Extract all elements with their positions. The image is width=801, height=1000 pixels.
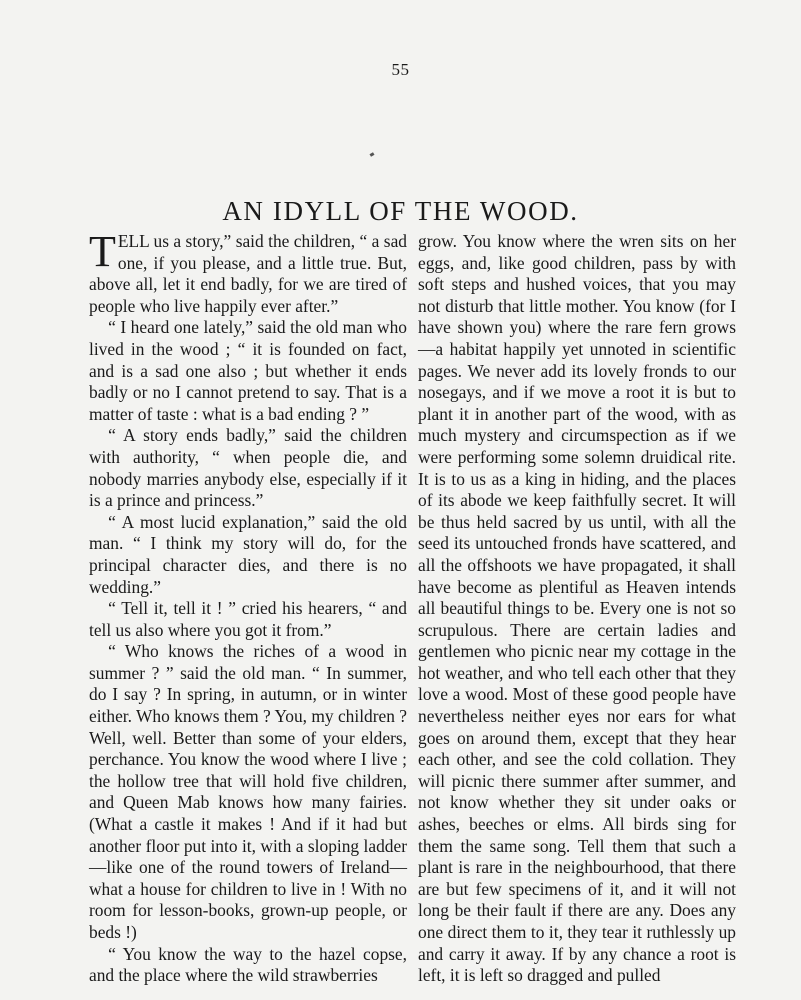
drop-cap: T <box>89 227 116 276</box>
ornament-mark <box>370 152 375 157</box>
paragraph-4: “ A most lucid explanation,” said the old man. “ I think my story will do, for the principal character dies, and there is no wedding.” <box>89 511 407 597</box>
paragraph-text: ELL us a story,” said the children, “ a sad one, if you please, and a little true. But, above all, let it end badly, for we are tired of people who live happily ever after.” <box>89 231 407 316</box>
paragraph-6: “ Who knows the riches of a wood in summer ? ” said the old man. “ In summer, do I say ? In spring, in autumn, or in winter either. Who knows them ? You, my children ? Well, well. Better than some of your elders, perchance. You know the wood where I live ; the hollow tree that will hold five children, and Queen Mab knows how many fairies. (What a castle it makes ! And if it had but another floor put into it, with a sloping ladder—like one of the round towers of Ireland—what a house for children to live in ! With no room for lesson-books, grown-up people, or beds !) <box>89 641 407 942</box>
paragraph-5: “ Tell it, tell it ! ” cried his hearers, “ and tell us also where you got it from.” <box>89 598 407 640</box>
paragraph-2: “ I heard one lately,” said the old man who lived in the wood ; “ it is founded on fact, and is a sad one also ; but whether it ends badly or no I cannot pretend to say. That is a matter of taste : what is a bad ending ? ” <box>89 317 407 424</box>
paragraph-7: “ You know the way to the hazel copse, and the place where the wild strawberries <box>89 943 407 986</box>
article-title: AN IDYLL OF THE WOOD. <box>222 196 579 227</box>
paragraph-continued: grow. You know where the wren sits on her eggs, and, like good children, pass by with soft steps and hushed voices, that you may not disturb that little mother. You know (for I have shown you) where the rare fern grows—a habitat happily yet unnoted in scientific pages. We never add its lovely fronds to our nosegays, and if we move a root it is but to plant it in another part of the wood, with as much mystery and circumspection as if we were performing some solemn druidical rite. It is to us as a king in hiding, and the places of its abode we keep faithfully secret. It will be thus held sacred by us until, with all the seed its untouched fronds have scattered, and all the offshoots we have propagated, it shall have become as plentiful as Heaven intends all beautiful things to be. Every one is not so scrupulous. There are certain ladies and gentlemen who picnic near my cottage in the hot weather, and who tell each other that they love a wood. Most of these good people have nevertheless neither eyes nor ears for what goes on around them, except that they hear each other, and see the cold collation. They will picnic there summer after summer, and not know whether they sit under oaks or ashes, beeches or elms. All birds sing for them the same song. Tell them that such a plant is rare in the neighbourhood, that there are but few specimens of it, and it will not long be their fault if there are any. Does any one direct them to it, they tear it ruthlessly up and carry it away. If by any chance a root is left, it is left so dragged and pulled <box>418 231 736 986</box>
paragraph-3: “ A story ends badly,” said the children with authority, “ when people die, and nobody marries anybody else, especially if it is a prince and princess.” <box>89 425 407 511</box>
right-column <box>418 231 736 987</box>
left-column <box>89 227 407 987</box>
paragraph-1 <box>89 227 407 317</box>
page-number: 55 <box>391 60 410 79</box>
